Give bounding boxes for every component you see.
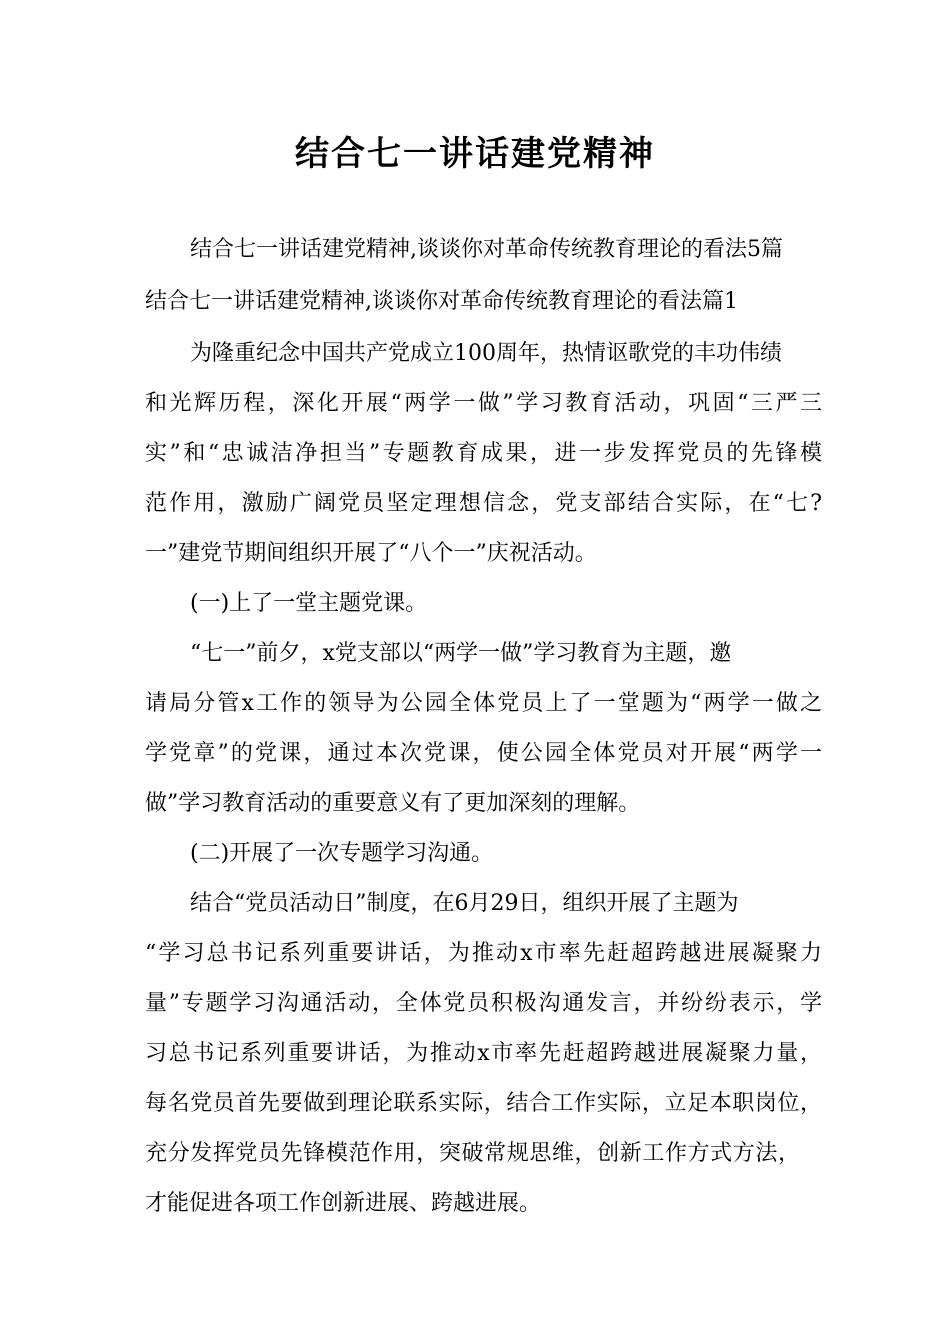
paragraph-line: 结合“党员活动日”制度，在6月29日，组织开展了主题为 (190, 891, 739, 916)
paragraph-line: 为隆重纪念中国共产党成立100周年，热情讴歌党的丰功伟绩 (190, 341, 782, 366)
subtitle-line: 结合七一讲话建党精神,谈谈你对革命传统教育理论的看法5篇 (190, 237, 783, 262)
paragraph-line: 实”和“忠诚洁净担当”专题教育成果，进一步发挥党员的先锋模 (145, 441, 822, 466)
paragraph-line: “七一”前夕，x党支部以“两学一做”学习教育为主题，邀 (190, 641, 732, 666)
paragraph-line: 量”专题学习沟通活动，全体党员积极沟通发言，并纷纷表示，学 (145, 991, 822, 1016)
paragraph-line: “学习总书记系列重要讲话，为推动x市率先赶超跨越进展凝聚力 (145, 941, 822, 966)
paragraph-line: 学党章”的党课，通过本次党课，使公园全体党员对开展“两学一 (145, 741, 822, 766)
document-title: 结合七一讲话建党精神 (295, 134, 655, 174)
paragraph-line: 请局分管x工作的领导为公园全体党员上了一堂题为“两学一做之 (145, 691, 822, 716)
paragraph-line: 做”学习教育活动的重要意义有了更加深刻的理解。 (145, 791, 641, 816)
subheading-line: (二)开展了一次专题学习沟通。 (190, 841, 494, 866)
section-heading: 结合七一讲话建党精神,谈谈你对革命传统教育理论的看法篇1 (145, 289, 738, 314)
subheading-line: (一)上了一堂主题党课。 (190, 591, 428, 616)
paragraph-line: 和光辉历程，深化开展“两学一做”学习教育活动，巩固“三严三 (145, 391, 822, 416)
paragraph-line: 习总书记系列重要讲话，为推动x市率先赶超跨越进展凝聚力量， (145, 1041, 822, 1066)
paragraph-line: 才能促进各项工作创新进展、跨越进展。 (145, 1191, 542, 1216)
paragraph-line: 每名党员首先要做到理论联系实际，结合工作实际，立足本职岗位， (145, 1091, 822, 1116)
paragraph-line: 一”建党节期间组织开展了“八个一”庆祝活动。 (145, 541, 597, 566)
paragraph-line: 范作用，激励广阔党员坚定理想信念，党支部结合实际，在“七? (145, 491, 822, 516)
paragraph-line: 充分发挥党员先锋模范作用，突破常规思维，创新工作方式方法， (145, 1141, 800, 1166)
